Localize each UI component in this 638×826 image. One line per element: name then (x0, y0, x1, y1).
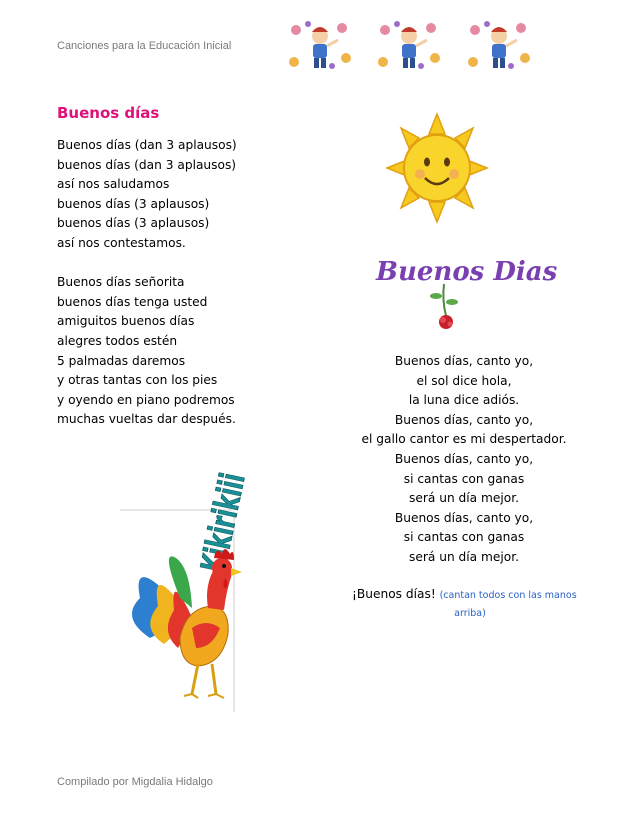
kids-clipart-1 (286, 18, 354, 74)
song1-line: Buenos días (dan 3 aplausos) (57, 138, 237, 152)
song1-line: alegres todos estén (57, 333, 178, 348)
song2-line: si cantas con ganas (403, 471, 525, 486)
song2-line: será un día mejor. (409, 491, 519, 506)
song1-line: buenos días (dan 3 aplausos) (57, 157, 237, 172)
song1-lyrics (57, 136, 357, 430)
song1-line: buenos días (3 aplausos) (57, 216, 210, 231)
song2-line: Buenos días, canto yo, (394, 412, 534, 427)
page-footer: Compilado por Migdalia Hidalgo (57, 776, 213, 788)
song2-lyrics (344, 352, 584, 568)
song1-line: buenos días tenga usted (57, 294, 208, 309)
kikiriki-text: Kikirikiii (193, 412, 266, 576)
song1-line: Buenos días señorita (57, 275, 185, 290)
kids-clipart-2 (375, 18, 443, 74)
song2-line: si cantas con ganas (403, 530, 525, 545)
song2-line: Buenos días, canto yo, (394, 451, 534, 466)
song1-line: y otras tantas con los pies (57, 373, 218, 388)
song2-line: Buenos días, canto yo, (394, 510, 534, 525)
song2-line: Buenos días, canto yo, (394, 354, 534, 368)
song2-line: el sol dice hola, (416, 373, 512, 388)
song1-line: así nos contestamos. (57, 235, 186, 250)
song1-line: buenos días (3 aplausos) (57, 196, 210, 211)
page-header: Canciones para la Educación Inicial (57, 40, 232, 52)
song1-line: y oyendo en piano podremos (57, 392, 235, 407)
song-title: Buenos días (57, 104, 160, 122)
song1-line: 5 palmadas daremos (57, 353, 186, 368)
song2-line: el gallo cantor es mi despertador. (361, 432, 567, 447)
closing-note: (cantan todos con las manos (439, 590, 577, 601)
song2-line: la luna dice adiós. (408, 393, 520, 408)
song2-closing (352, 584, 582, 622)
song1-stanza-break (57, 254, 357, 274)
song2-line: será un día mejor. (409, 549, 519, 564)
logo-text: Buenos Dias (376, 257, 558, 287)
song1-line: amiguitos buenos días (57, 314, 195, 329)
kids-clipart-3 (465, 18, 533, 74)
closing-exclamation: ¡Buenos días! (352, 587, 436, 601)
song1-line: muchas vueltas dar después. (57, 412, 236, 427)
song1-line: así nos saludamos (57, 177, 170, 192)
buenos-dias-logo (372, 246, 558, 338)
closing-note-continued: arriba) (454, 608, 486, 619)
smiling-sun-image (385, 112, 489, 224)
